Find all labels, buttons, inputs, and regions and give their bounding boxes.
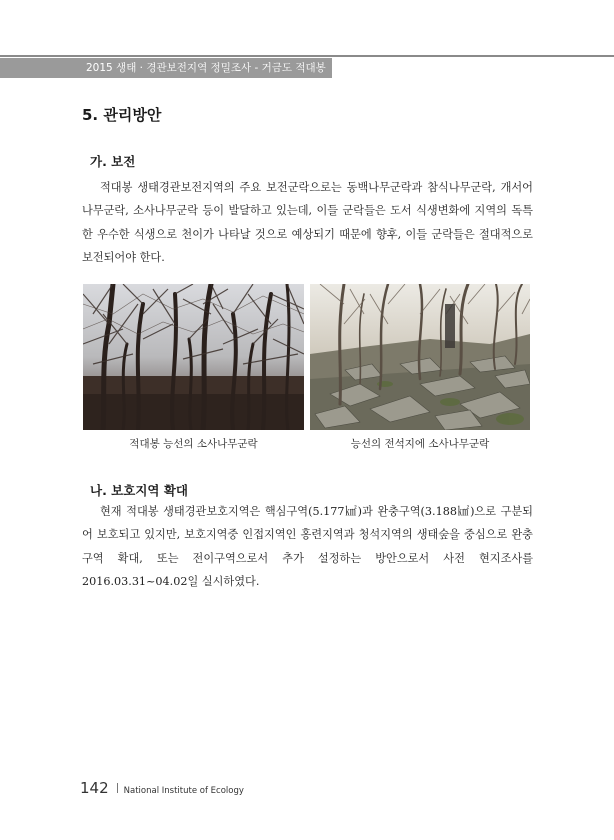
photo-rocky-slope bbox=[310, 284, 530, 430]
organization-name: National Institute of Ecology bbox=[123, 786, 244, 796]
page-number: 142 bbox=[80, 779, 109, 797]
expansion-paragraph: 현재 적대봉 생태경관보호지역은 핵심구역(5.177㎢)과 완충구역(3.188㎢)으로 구분되어 보호되고 있지만, 보호지역중 인접지역인 홍련지역과 청석지역의 생태숲을 중심으로 완충구역 확대, 또는 전이구역으로서 추가 설정하는 방안으로서 사전 현지조사를 2016.03.31~04.02일 실시하였다. bbox=[82, 505, 533, 588]
photo-rocky-slope-image bbox=[310, 284, 530, 430]
section-title: 5. 관리방안 bbox=[82, 106, 162, 124]
running-header bbox=[0, 58, 332, 78]
header-rule bbox=[0, 55, 614, 57]
running-header-title: 2015 생태 · 경관보전지역 정밀조사 - 거금도 적대봉 bbox=[86, 62, 326, 74]
photo-ridge-forest-image bbox=[83, 284, 304, 430]
subsection-title-expansion: 나. 보호지역 확대 bbox=[90, 483, 188, 498]
caption-rocky-slope: 능선의 전석지에 소사나무군락 bbox=[350, 438, 490, 450]
footer-separator bbox=[117, 783, 118, 793]
caption-ridge-forest: 적대봉 능선의 소사나무군락 bbox=[129, 438, 258, 450]
photo-ridge-forest bbox=[83, 284, 304, 430]
conservation-paragraph: 적대봉 생태경관보전지역의 주요 보전군락으로는 동백나무군락과 참식나무군락, 개서어나무군락, 소사나무군락 등이 발달하고 있는데, 이들 군락들은 도서 식생변화에 지역의 독특한 우수한 식생으로 천이가 나타날 것으로 예상되기 때문에 향후, 이들 군락들은 절대적으로 보전되어야 한다. bbox=[82, 181, 533, 264]
page-footer bbox=[80, 778, 244, 797]
subsection-title-conservation: 가. 보전 bbox=[90, 154, 136, 169]
